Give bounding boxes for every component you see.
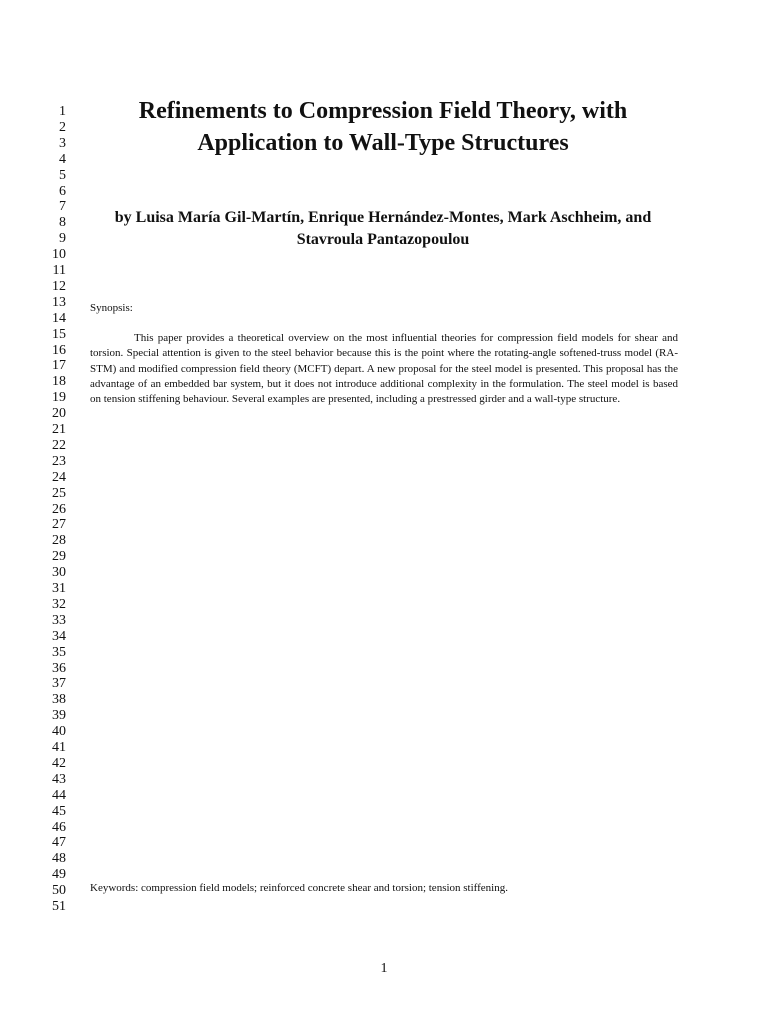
line-number: 5: [59, 167, 66, 183]
line-number: 6: [59, 183, 66, 199]
line-number: 2: [59, 119, 66, 135]
line-number: 4: [59, 151, 66, 167]
line-number: 16: [52, 342, 66, 358]
line-number: 9: [59, 231, 66, 247]
author-list: by Luisa María Gil-Martín, Enrique Hernández-Montes, Mark Aschheim, and Stavroula Pantazopoulou: [114, 209, 652, 248]
paper-title: Refinements to Compression Field Theory, with Application to Wall-Type Structures: [138, 98, 628, 156]
line-number: 17: [52, 358, 66, 374]
line-number: 42: [52, 755, 66, 771]
line-number: 20: [52, 406, 66, 422]
line-number: 33: [52, 612, 66, 628]
line-number: 8: [59, 215, 66, 231]
line-number: 24: [52, 469, 66, 485]
page-number: 1: [380, 961, 388, 976]
line-number: 28: [52, 533, 66, 549]
line-number: 45: [52, 803, 66, 819]
line-number: 13: [52, 294, 66, 310]
line-number: 38: [52, 692, 66, 708]
line-number: 12: [52, 278, 66, 294]
line-number: 35: [52, 644, 66, 660]
line-number: 27: [52, 517, 66, 533]
line-number: 31: [52, 581, 66, 596]
line-number: 46: [52, 819, 66, 835]
line-number: 30: [52, 565, 66, 581]
line-number: 22: [52, 437, 66, 453]
line-number: 18: [52, 374, 66, 390]
line-number: 48: [52, 851, 66, 867]
line-number: 40: [52, 724, 66, 740]
line-number: 3: [59, 135, 66, 151]
line-number: 26: [52, 501, 66, 517]
abstract-text: This paper provides a theoretical overview on the most influential theories for compression field models for shear and torsion. Special attention is given to the steel behavior because this is the point where the rotating-angle softened-truss model (RA-STM) and modified compression field theory (MCFT) depart. A new proposal for the steel model is presented. This proposal has the advantage of an embedded bar system, but it does not introduce additional complexity in the formulation. The steel model is based on tension stiffening behaviour. Several examples are presented, including a prestressed girder and a wall-type structure.: [90, 332, 678, 406]
line-number: 25: [52, 485, 66, 501]
line-number: 44: [52, 787, 66, 803]
line-number: 11: [52, 263, 66, 278]
line-number-column: [0, 0, 70, 1024]
line-number: 23: [52, 453, 66, 469]
line-number: 43: [52, 771, 66, 787]
line-number: 19: [52, 390, 66, 406]
line-number: 49: [52, 867, 66, 883]
line-number: 32: [52, 596, 66, 612]
synopsis-label: Synopsis:: [90, 302, 133, 314]
line-number: 41: [52, 740, 66, 755]
line-number: 50: [52, 883, 66, 899]
line-number: 14: [52, 310, 66, 326]
line-number: 1: [59, 104, 66, 119]
line-number: 47: [52, 835, 66, 851]
line-number: 34: [52, 628, 66, 644]
line-number: 15: [52, 326, 66, 342]
line-number: 21: [52, 422, 66, 437]
line-number: 10: [52, 247, 66, 263]
line-number: 39: [52, 708, 66, 724]
line-number: 7: [59, 199, 66, 215]
line-number: 37: [52, 676, 66, 692]
line-number: 36: [52, 660, 66, 676]
keywords-line: Keywords: compression field models; reinforced concrete shear and torsion; tension stiffening.: [90, 882, 508, 894]
line-number: 29: [52, 549, 66, 565]
line-number: 51: [52, 899, 66, 914]
